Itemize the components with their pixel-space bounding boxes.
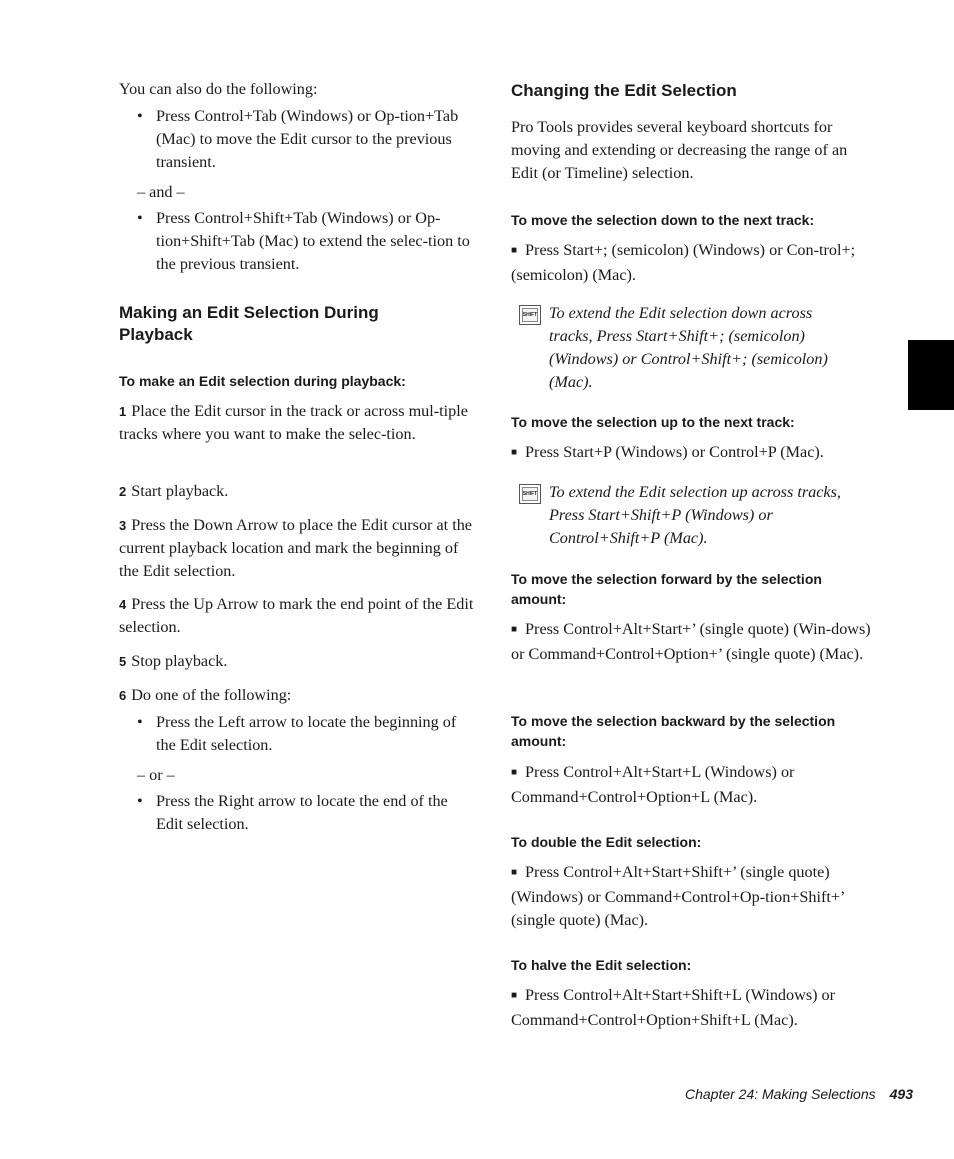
shortcut-item (511, 618, 873, 666)
step-5 (119, 650, 479, 673)
page-footer (600, 1086, 913, 1104)
step-text: Press the Up Arrow to mark the end point of the Edit selection. (119, 595, 474, 636)
square-bullet: ■ (511, 624, 518, 635)
shortcut-item (511, 239, 873, 287)
step-4 (119, 593, 479, 639)
chapter-title: Chapter 24: Making Selections (684, 1086, 876, 1102)
square-bullet: ■ (511, 767, 518, 778)
and-separator: – and – (137, 183, 185, 201)
chapter-tab-marker (908, 340, 954, 410)
step-number: 4 (119, 597, 127, 612)
shortcut-text: Press Start+; (semicolon) (Windows) or Con-trol+; (semicolon) (Mac). (511, 241, 856, 284)
step-number: 6 (119, 688, 127, 703)
tip-note: To extend the Edit selection down across tracks, Press Start+Shift+; (semicolon) (Windows) or Control+Shift+; (semicolon) (Mac). (549, 304, 828, 391)
procedure-heading: To halve the Edit selection: (511, 957, 692, 973)
shortcut-item (511, 984, 873, 1032)
list-item (137, 207, 477, 276)
procedure-heading: To double the Edit selection: (511, 834, 702, 850)
list-item (137, 105, 477, 174)
list-item-text: Press the Left arrow to locate the beginning of the Edit selection. (156, 713, 457, 754)
bullet-dot: • (137, 107, 143, 125)
bullet-dot: • (137, 792, 143, 810)
step-3 (119, 514, 479, 583)
shift-key-icon (519, 305, 541, 325)
tip-note: To extend the Edit selection up across tracks, Press Start+Shift+P (Windows) or Control+Shift+P (Mac). (549, 483, 841, 547)
step-text: Stop playback. (131, 652, 228, 670)
step-number: 1 (119, 404, 127, 419)
step-text: Start playback. (131, 482, 229, 500)
bullet-dot: • (137, 209, 143, 227)
list-item-text: Press Control+Tab (Windows) or Op-tion+Tab (Mac) to move the Edit cursor to the previous transient. (156, 107, 459, 171)
square-bullet: ■ (511, 867, 518, 878)
intro-text: You can also do the following: (119, 80, 318, 98)
section-intro: Pro Tools provides several keyboard shortcuts for moving and extending or decreasing the range of an Edit (or Timeline) selection. (511, 118, 848, 182)
shift-key-icon (519, 484, 541, 504)
shortcut-text: Press Control+Alt+Start+Shift+’ (single quote) (Windows) or Command+Control+Op-tion+Shift+’ (single quote) (Mac). (511, 863, 845, 929)
or-separator: – or – (137, 766, 175, 784)
shortcut-text: Press Control+Alt+Start+Shift+L (Windows) or Command+Control+Option+Shift+L (Mac). (511, 986, 836, 1029)
step-number: 3 (119, 518, 127, 533)
bullet-dot: • (137, 713, 143, 731)
procedure-heading: To make an Edit selection during playback: (119, 373, 406, 389)
step-number: 5 (119, 654, 127, 669)
step-text: Place the Edit cursor in the track or across mul-tiple tracks where you want to make the selec-tion. (119, 402, 468, 443)
square-bullet: ■ (511, 990, 518, 1001)
step-2 (119, 480, 479, 503)
icon-label: SHIFT (522, 312, 538, 318)
list-item-text: Press Control+Shift+Tab (Windows) or Op-tion+Shift+Tab (Mac) to extend the selec-tion to the previous transient. (156, 209, 470, 273)
square-bullet: ■ (511, 245, 518, 256)
procedure-heading: To move the selection down to the next track: (511, 212, 815, 228)
procedure-heading: To move the selection forward by the selection amount: (511, 571, 822, 607)
procedure-heading: To move the selection backward by the selection amount: (511, 713, 836, 749)
section-heading: Making an Edit Selection During Playback (119, 303, 379, 344)
shortcut-item (511, 441, 873, 466)
shortcut-item (511, 861, 873, 932)
square-bullet: ■ (511, 447, 518, 458)
list-item-text: Press the Right arrow to locate the end of the Edit selection. (156, 792, 448, 833)
page-number: 493 (889, 1086, 913, 1102)
procedure-heading: To move the selection up to the next track: (511, 414, 795, 430)
shortcut-item (511, 761, 873, 809)
shortcut-text: Press Control+Alt+Start+L (Windows) or Command+Control+Option+L (Mac). (511, 763, 795, 806)
step-1 (119, 400, 479, 446)
step-text: Press the Down Arrow to place the Edit cursor at the current playback location and mark the beginning of the Edit selection. (119, 516, 472, 580)
step-number: 2 (119, 484, 127, 499)
list-item (137, 711, 477, 757)
shortcut-text: Press Control+Alt+Start+’ (single quote) (Win-dows) or Command+Control+Option+’ (single quote) (Mac). (511, 620, 871, 663)
step-text: Do one of the following: (131, 686, 292, 704)
section-heading: Changing the Edit Selection (511, 81, 737, 100)
icon-label: SHIFT (522, 491, 538, 497)
step-6 (119, 684, 479, 707)
list-item (137, 790, 477, 836)
shortcut-text: Press Start+P (Windows) or Control+P (Mac). (525, 443, 824, 461)
